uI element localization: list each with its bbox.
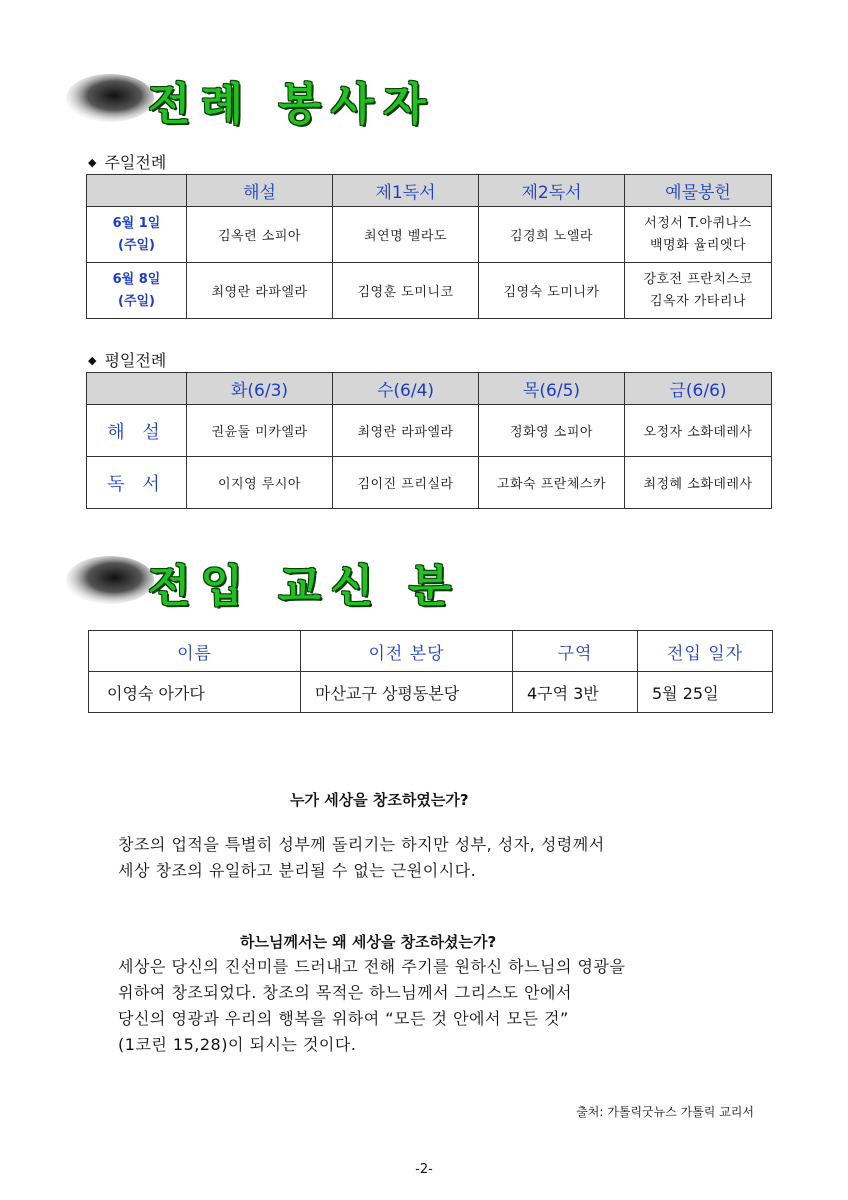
decorative-blob-icon — [62, 550, 154, 606]
column-header: 화(6/3) — [187, 373, 333, 405]
server-cell: 강호전 프란치스코 김옥자 가타리나 — [625, 263, 772, 319]
column-header: 예물봉헌 — [625, 175, 772, 207]
server-cell: 이지영 루시아 — [187, 457, 333, 509]
role-cell: 해 설 — [87, 405, 187, 457]
diamond-bullet-icon: ◆ — [88, 156, 97, 169]
source-note: 출처: 가톨릭굿뉴스 가톨릭 교리서 — [576, 1105, 754, 1119]
answer-paragraph: 세상은 당신의 진선미를 드러내고 전해 주기를 원하신 하느님의 영광을 위하여 창조되었다. 창조의 목적은 하느님께서 그리스도 안에서 당신의 영광과 우리의 행복을 위하여 “모든 것 안에서 모든 것” (1코린 15,28)이 되시는 것이다. — [118, 957, 626, 1054]
server-cell: 최영란 라파엘라 — [333, 405, 479, 457]
column-header: 수(6/4) — [333, 373, 479, 405]
transfer-table — [88, 630, 773, 713]
question-heading: 누가 세상을 창조하였는가? — [290, 791, 469, 809]
table-header-row — [87, 175, 772, 207]
server-cell: 오정자 소화데레사 — [625, 405, 772, 457]
column-header: 제2독서 — [479, 175, 625, 207]
column-header: 이전 본당 — [301, 631, 513, 672]
server-cell: 고화숙 프란체스카 — [479, 457, 625, 509]
previous-parish-cell: 마산교구 상평동본당 — [301, 672, 513, 713]
server-cell: 서정서 T.아퀴나스 백명화 율리엣다 — [625, 207, 772, 263]
column-header: 전입 일자 — [638, 631, 773, 672]
date-cell: 6월 1일 (주일) — [87, 207, 187, 263]
weekday-liturgy-label: ◆ 평일전례 — [88, 351, 167, 370]
server-cell: 최정혜 소화데레사 — [625, 457, 772, 509]
table-row — [87, 207, 772, 263]
transfer-date-cell: 5월 25일 — [638, 672, 773, 713]
sunday-liturgy-label: ◆ 주일전례 — [88, 153, 167, 172]
server-cell: 김경희 노엘라 — [479, 207, 625, 263]
question-heading: 하느님께서는 왜 세상을 창조하셨는가? — [240, 933, 497, 951]
sunday-servers-table — [86, 174, 772, 319]
server-cell: 권윤둘 미카엘라 — [187, 405, 333, 457]
role-cell: 독 서 — [87, 457, 187, 509]
server-cell: 김이진 프리실라 — [333, 457, 479, 509]
answer-paragraph: 창조의 업적을 특별히 성부께 돌리기는 하지만 성부, 성자, 성령께서 세상 창조의 유일하고 분리될 수 없는 근원이시다. — [118, 835, 605, 880]
table-header-row — [87, 373, 772, 405]
column-header: 목(6/5) — [479, 373, 625, 405]
name-cell: 이영숙 아가다 — [89, 672, 301, 713]
column-header: 제1독서 — [333, 175, 479, 207]
district-cell: 4구역 3반 — [513, 672, 638, 713]
table-row — [87, 405, 772, 457]
corner-cell — [87, 373, 187, 405]
corner-cell — [87, 175, 187, 207]
column-header: 해설 — [187, 175, 333, 207]
server-cell: 최연명 벨라도 — [333, 207, 479, 263]
decorative-blob-icon — [62, 68, 154, 124]
table-row — [87, 263, 772, 319]
server-cell: 김영훈 도미니코 — [333, 263, 479, 319]
column-header: 구역 — [513, 631, 638, 672]
server-cell: 최영란 라파엘라 — [187, 263, 333, 319]
table-row — [87, 457, 772, 509]
section-title: 전입 교신 분 — [148, 561, 462, 612]
date-cell: 6월 8일 (주일) — [87, 263, 187, 319]
server-cell: 김영숙 도미니카 — [479, 263, 625, 319]
table-row — [89, 672, 773, 713]
column-header: 이름 — [89, 631, 301, 672]
column-header: 금(6/6) — [625, 373, 772, 405]
section-title: 전례 봉사자 — [148, 79, 436, 130]
diamond-bullet-icon: ◆ — [88, 354, 97, 367]
server-cell: 김옥련 소피아 — [187, 207, 333, 263]
server-cell: 정화영 소피아 — [479, 405, 625, 457]
weekday-servers-table — [86, 372, 772, 509]
table-header-row — [89, 631, 773, 672]
page-number: -2- — [415, 1162, 433, 1177]
